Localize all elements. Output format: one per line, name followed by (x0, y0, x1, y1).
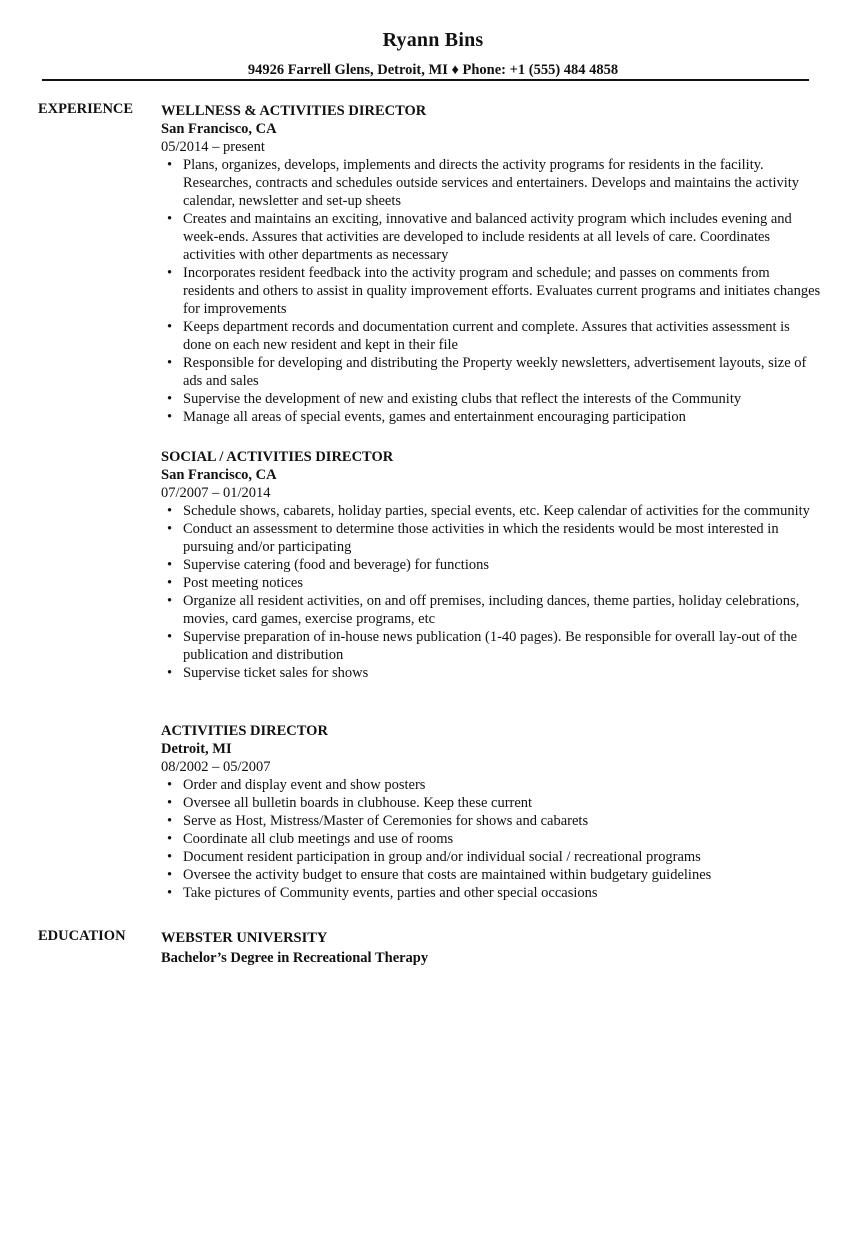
list-item: • Creates and maintains an exciting, innovative and balanced activity program which includes evening and week-ends. Assures that activities are developed to include residents at all levels of care. Coordinates activities with other departments as necessary (183, 210, 821, 264)
list-item: • Keeps department records and documentation current and complete. Assures that activities assessment is done on each new resident and kept in their file (183, 318, 821, 354)
list-item: • Supervise catering (food and beverage) for functions (183, 556, 821, 574)
school-name: WEBSTER UNIVERSITY (161, 930, 328, 946)
list-item: • Plans, organizes, develops, implements and directs the activity programs for residents in the facility. Researches, contracts and schedules outside services and entertainers. Develops and maintains the activity calendar, newsletter and set-up sheets (183, 156, 821, 210)
list-item: • Incorporates resident feedback into the activity program and schedule; and passes on comments from residents and others to assist in quality improvement efforts. Evaluates current programs and initiates changes for improvements (183, 264, 821, 318)
list-item: • Take pictures of Community events, parties and other special occasions (183, 884, 821, 902)
list-item: • Schedule shows, cabarets, holiday parties, special events, etc. Keep calendar of activities for the community (183, 502, 821, 520)
job-location: San Francisco, CA (161, 467, 277, 483)
list-item: • Supervise ticket sales for shows (183, 664, 821, 682)
job-3 (161, 722, 821, 902)
experience-label: EXPERIENCE (38, 101, 134, 117)
job-title: WELLNESS & ACTIVITIES DIRECTOR (161, 103, 427, 119)
list-item: • Supervise the development of new and existing clubs that reflect the interests of the Community (183, 390, 821, 408)
job-bullets (161, 776, 821, 902)
list-item: • Responsible for developing and distributing the Property weekly newsletters, advertisement layouts, size of ads and sales (183, 354, 821, 390)
job-location: San Francisco, CA (161, 121, 277, 137)
job-dates: 05/2014 – present (161, 139, 265, 155)
list-item: • Supervise preparation of in-house news publication (1-40 pages). Be responsible for overall lay-out of the publication and distribution (183, 628, 821, 664)
job-2 (161, 448, 821, 682)
job-1 (161, 102, 821, 426)
list-item: • Post meeting notices (183, 574, 821, 592)
contact-line: 94926 Farrell Glens, Detroit, MI ♦ Phone: +1 (555) 484 4858 (247, 62, 619, 78)
job-title: ACTIVITIES DIRECTOR (161, 723, 328, 739)
list-item: • Order and display event and show posters (183, 776, 821, 794)
list-item: • Document resident participation in group and/or individual social / recreational programs (183, 848, 821, 866)
job-title: SOCIAL / ACTIVITIES DIRECTOR (161, 449, 394, 465)
degree-name: Bachelor’s Degree in Recreational Therapy (161, 950, 429, 966)
list-item: • Coordinate all club meetings and use of rooms (183, 830, 821, 848)
job-bullets (161, 156, 821, 426)
list-item: • Conduct an assessment to determine those activities in which the residents would be most interested in pursuing and/or participating (183, 520, 821, 556)
job-bullets (161, 502, 821, 682)
list-item: • Oversee all bulletin boards in clubhouse. Keep these current (183, 794, 821, 812)
header-divider (42, 79, 809, 81)
candidate-name: Ryann Bins (382, 29, 484, 51)
job-location: Detroit, MI (161, 741, 232, 757)
list-item: • Serve as Host, Mistress/Master of Ceremonies for shows and cabarets (183, 812, 821, 830)
list-item: • Organize all resident activities, on and off premises, including dances, theme parties, holiday celebrations, movies, card games, exercise programs, etc (183, 592, 821, 628)
list-item: • Manage all areas of special events, games and entertainment encouraging participation (183, 408, 821, 426)
education-label: EDUCATION (38, 928, 126, 944)
list-item: • Oversee the activity budget to ensure that costs are maintained within budgetary guidelines (183, 866, 821, 884)
job-dates: 08/2002 – 05/2007 (161, 759, 271, 775)
education-entry (161, 929, 821, 967)
job-dates: 07/2007 – 01/2014 (161, 485, 271, 501)
